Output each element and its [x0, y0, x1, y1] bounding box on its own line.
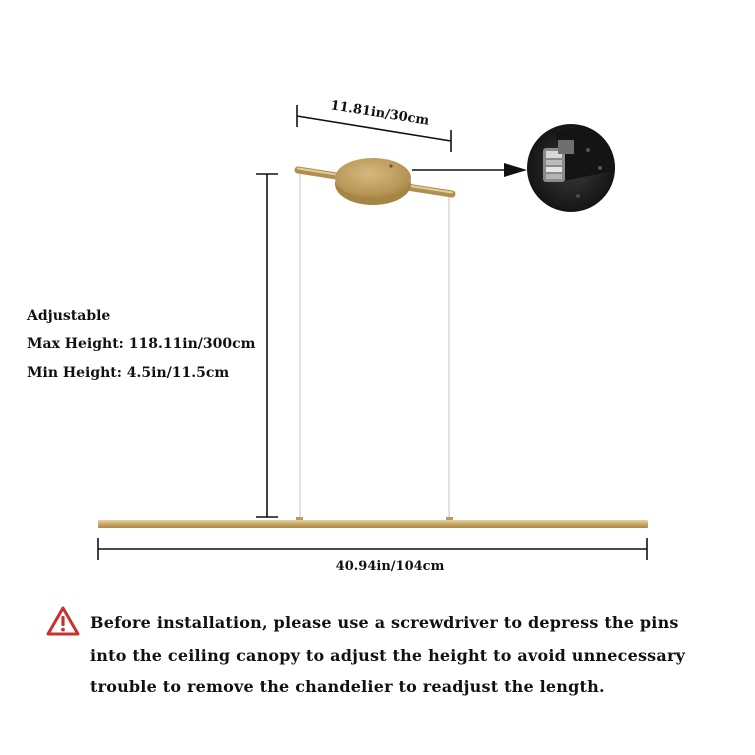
led-light-bar: [98, 517, 648, 528]
warning-text-line-2: into the ceiling canopy to adjust the height to avoid unnecessary: [90, 646, 686, 665]
height-specs: [26, 308, 256, 381]
warning-text-line-3: trouble to remove the chandelier to readjust the length.: [90, 677, 605, 696]
specs-heading: Adjustable: [27, 308, 111, 324]
detail-arrow: [412, 163, 527, 177]
bar-length-dimension: [98, 538, 647, 574]
canopy-width-dimension: [297, 98, 451, 152]
height-dimension: [256, 174, 278, 517]
bar-length-label: 40.94in/104cm: [335, 559, 445, 574]
min-height-label: Min Height: 4.5in/11.5cm: [27, 365, 230, 381]
pin-detail-photo: [527, 119, 625, 212]
warning-text-line-1: Before installation, please use a screwdriver to depress the pins: [90, 613, 679, 632]
suspension-cables: [300, 174, 449, 519]
canopy-width-label: 11.81in/30cm: [329, 98, 431, 129]
warning-triangle-icon: [46, 606, 80, 636]
max-height-label: Max Height: 118.11in/300cm: [27, 336, 256, 352]
canopy-disc-top: [335, 158, 411, 198]
light-bar-body: [98, 520, 648, 528]
ceiling-canopy: [298, 158, 452, 205]
